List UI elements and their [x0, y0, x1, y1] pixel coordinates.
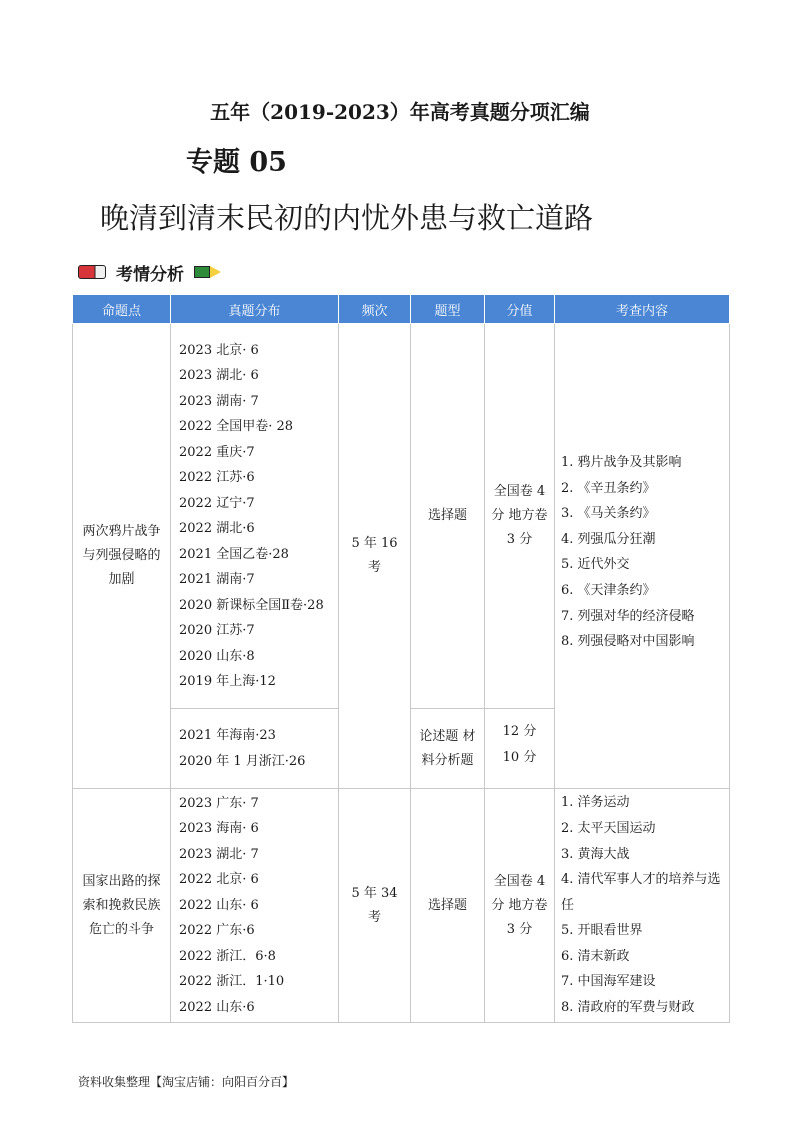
col-header-type: 题型 — [411, 295, 485, 324]
point-text: 两次鸦片战争与列强侵略的加剧 — [82, 524, 161, 587]
distribution-cell — [171, 709, 339, 789]
list-item: 2023 广东· 7 — [179, 795, 259, 811]
list-item: 5. 开眼看世界 — [561, 923, 643, 939]
distribution-cell — [171, 324, 339, 709]
col-header-score: 分值 — [485, 295, 555, 324]
content-cell — [555, 789, 730, 1023]
type-text: 选择题 — [427, 897, 467, 913]
list-item: 2022 江苏·6 — [179, 470, 255, 485]
frequency-cell — [339, 789, 411, 1023]
type-cell — [411, 789, 485, 1023]
col-header-distribution: 真题分布 — [171, 295, 339, 324]
frequency-cell — [339, 324, 411, 789]
table-header-row — [73, 295, 730, 324]
score-cell — [485, 709, 555, 789]
list-item: 2022 浙江．6·8 — [179, 948, 276, 964]
analysis-table — [72, 294, 730, 1023]
list-item: 4. 列强瓜分狂潮 — [561, 531, 656, 547]
list-item: 2023 北京· 6 — [179, 342, 259, 358]
list-item: 2022 重庆·7 — [179, 444, 255, 460]
col-header-point: 命题点 — [73, 295, 171, 324]
list-item: 1. 鸦片战争及其影响 — [561, 455, 682, 470]
list-item: 2023 湖南· 7 — [179, 393, 259, 409]
content-cell — [555, 324, 730, 789]
list-item: 6. 清末新政 — [561, 948, 630, 964]
pencil-icon — [194, 266, 221, 278]
list-item: 2020 山东·8 — [179, 648, 255, 664]
main-title: 五年（2019-2023）年高考真题分项汇编 — [210, 100, 590, 124]
table-row — [73, 324, 730, 709]
list-item: 2020 新课标全国Ⅱ卷·28 — [179, 597, 324, 613]
eraser-icon — [78, 265, 106, 279]
table-row — [73, 789, 730, 1023]
list-item: 2022 浙江．1·10 — [179, 974, 285, 990]
list-item: 1. 洋务运动 — [561, 795, 630, 811]
list-item: 7. 列强对华的经济侵略 — [561, 608, 695, 624]
list-item: 2. 《辛丑条约》 — [561, 480, 656, 496]
list-item: 2021 年海南·23 — [179, 728, 276, 743]
content-list — [561, 790, 729, 1020]
col-header-content: 考查内容 — [555, 295, 730, 324]
score-text: 12 分 — [502, 724, 537, 739]
type-text: 论述题 材料分析题 — [419, 728, 476, 768]
score-text: 全国卷 4 分 地方卷 3 分 — [491, 484, 548, 547]
topic-subtitle: 晚清到清末民初的内忧外患与救亡道路 — [100, 201, 594, 235]
score-cell — [485, 324, 555, 709]
list-item: 2023 湖北· 6 — [179, 368, 259, 383]
section-heading — [78, 261, 221, 283]
list-item: 2022 北京· 6 — [179, 872, 259, 888]
list-item: 7. 中国海军建设 — [561, 974, 656, 990]
score-text: 10 分 — [502, 749, 537, 765]
list-item: 2023 湖北· 7 — [179, 846, 259, 862]
point-cell — [73, 789, 171, 1023]
content-list — [561, 450, 729, 655]
list-item: 2021 湖南·7 — [179, 572, 255, 587]
score-text: 全国卷 4 分 地方卷 3 分 — [491, 873, 548, 937]
distribution-cell — [171, 789, 339, 1023]
list-item: 8. 列强侵略对中国影响 — [561, 634, 695, 650]
list-item: 2022 山东· 6 — [179, 897, 259, 913]
list-item: 6. 《天津条约》 — [561, 582, 656, 598]
footer-note: 资料收集整理【淘宝店铺：向阳百分百】 — [78, 1075, 295, 1089]
list-item: 2023 海南· 6 — [179, 821, 259, 837]
list-item: 2022 山东·6 — [179, 999, 255, 1015]
list-item: 2022 辽宁·7 — [179, 495, 255, 511]
list-item: 3. 黄海大战 — [561, 846, 630, 862]
topic-number: 专题 05 — [186, 147, 287, 178]
list-item: 8. 清政府的军费与财政 — [561, 1000, 695, 1016]
list-item: 2019 年上海·12 — [179, 674, 276, 689]
score-cell — [485, 789, 555, 1023]
frequency-text: 5 年 34 考 — [351, 885, 398, 925]
list-item: 2. 太平天国运动 — [561, 820, 656, 836]
list-item: 4. 清代军事人才的培养与选任 — [561, 872, 721, 913]
list-item: 2020 江苏·7 — [179, 623, 255, 638]
section-title: 考情分析 — [116, 264, 184, 285]
list-item: 3. 《马关条约》 — [561, 506, 656, 522]
point-cell — [73, 324, 171, 789]
list-item: 2022 广东·6 — [179, 923, 255, 939]
frequency-text: 5 年 16 考 — [351, 536, 398, 575]
list-item: 5. 近代外交 — [561, 557, 630, 573]
col-header-frequency: 频次 — [339, 295, 411, 324]
type-cell — [411, 324, 485, 709]
point-text: 国家出路的探索和挽救民族危亡的斗争 — [82, 873, 161, 937]
list-item: 2020 年 1 月浙江·26 — [179, 753, 306, 769]
type-text: 选择题 — [427, 508, 467, 524]
list-item: 2022 湖北·6 — [179, 521, 255, 536]
list-item: 2021 全国乙卷·28 — [179, 546, 289, 562]
type-cell — [411, 709, 485, 789]
list-item: 2022 全国甲卷· 28 — [179, 419, 294, 434]
